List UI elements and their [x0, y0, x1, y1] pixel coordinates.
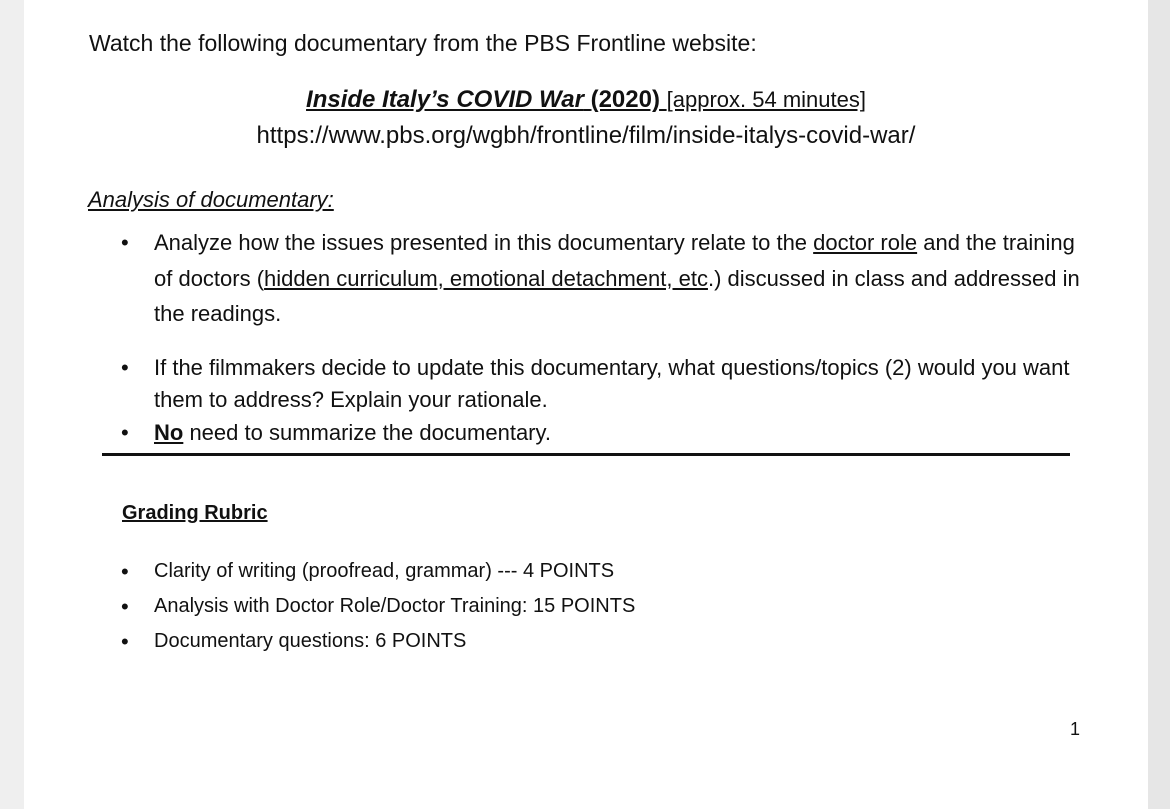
- rubric-list: [24, 554, 1148, 659]
- page-margin-right: [1148, 0, 1170, 809]
- documentary-title-underlined: [306, 86, 866, 113]
- bullet1-text-b: and the training of doctors (: [154, 230, 1075, 291]
- page-margin-left: [0, 0, 24, 809]
- documentary-year: (2020): [590, 86, 660, 113]
- documentary-title-line: [24, 86, 1148, 114]
- list-item: [24, 352, 1148, 416]
- bullet3-text: need to summarize the documentary.: [183, 420, 551, 445]
- bullet-icon: •: [121, 629, 129, 654]
- page-number: 1: [1070, 719, 1081, 739]
- bullet-icon: •: [121, 230, 129, 255]
- hidden-curriculum-term: hidden curriculum, emotional detachment, etc: [264, 265, 708, 291]
- bullet-icon: •: [121, 420, 129, 445]
- document-page: [24, 0, 1148, 809]
- bullet-icon: •: [121, 594, 129, 619]
- analysis-heading: Analysis of documentary:: [88, 187, 334, 212]
- doctor-role-term: doctor role: [813, 230, 918, 255]
- rubric-item-text: Documentary questions: 6 POINTS: [154, 630, 467, 652]
- analysis-list-3: [24, 417, 1148, 449]
- documentary-url: https://www.pbs.org/wgbh/frontline/film/inside-italys-covid-war/: [256, 122, 916, 149]
- analysis-list-1: [24, 225, 1148, 332]
- list-item: [24, 417, 1148, 449]
- list-item: [24, 554, 1148, 589]
- bullet1-text-c: .) discussed in class and addressed in the readings.: [154, 265, 1080, 326]
- bullet-icon: •: [121, 355, 129, 380]
- section-divider: [102, 453, 1070, 456]
- intro-text: Watch the following documentary from the PBS Frontline website:: [89, 30, 757, 56]
- bullet-icon: •: [121, 559, 129, 584]
- rubric-item-text: Analysis with Doctor Role/Doctor Training: 15 POINTS: [154, 595, 636, 617]
- list-item: [24, 225, 1148, 332]
- list-item: [24, 589, 1148, 624]
- documentary-title: Inside Italy’s COVID War: [306, 86, 584, 113]
- bullet1-text-a: Analyze how the issues presented in this documentary relate to the: [154, 230, 814, 255]
- rubric-item-text: Clarity of writing (proofread, grammar) --- 4 POINTS: [154, 560, 615, 582]
- rubric-heading: Grading Rubric: [122, 502, 268, 524]
- analysis-list-2: [24, 352, 1148, 416]
- list-item: [24, 624, 1148, 659]
- no-emphasis: No: [154, 420, 184, 445]
- bullet2-text: If the filmmakers decide to update this documentary, what questions/topics (2) would you want them to address? Explain your rationale.: [154, 355, 1070, 412]
- documentary-duration: [approx. 54 minutes]: [666, 87, 866, 112]
